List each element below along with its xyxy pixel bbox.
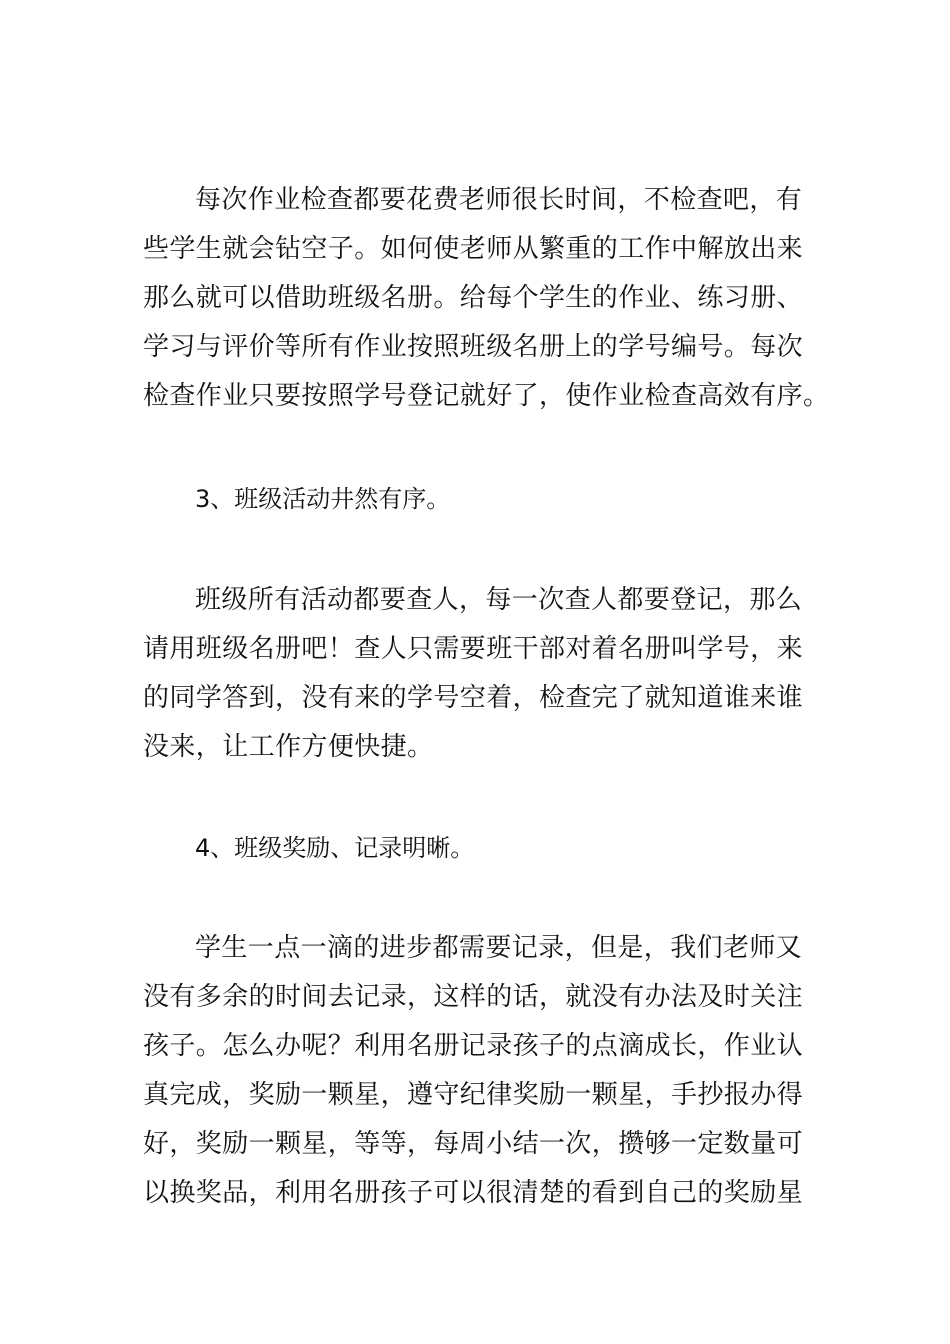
paragraph-line: 那么就可以借助班级名册。给每个学生的作业、练习册、 (143, 283, 804, 313)
paragraph-line: 没有多余的时间去记录，这样的话，就没有办法及时关注 (143, 982, 804, 1012)
paragraph-line: 班级所有活动都要查人，每一次查人都要登记，那么 (195, 585, 803, 615)
section-heading-4: 4、班级奖励、记录明晰。 (195, 834, 475, 862)
paragraph-line: 好，奖励一颗星，等等，每周小结一次，攒够一定数量可 (143, 1129, 804, 1159)
paragraph-class-rewards (143, 924, 813, 1218)
paragraph-line: 检查作业只要按照学号登记就好了，使作业检查高效有序。 (143, 381, 830, 411)
section-heading-3: 3、班级活动井然有序。 (195, 485, 451, 513)
paragraph-line: 学习与评价等所有作业按照班级名册上的学号编号。每次 (143, 332, 804, 362)
paragraph-line: 的同学答到，没有来的学号空着，检查完了就知道谁来谁 (143, 683, 804, 713)
paragraph-line: 以换奖品，利用名册孩子可以很清楚的看到自己的奖励星 (143, 1178, 804, 1208)
paragraph-homework-check (143, 176, 830, 421)
paragraph-line: 真完成，奖励一颗星，遵守纪律奖励一颗星，手抄报办得 (143, 1080, 804, 1110)
paragraph-line: 学生一点一滴的进步都需要记录，但是，我们老师又 (195, 933, 803, 963)
paragraph-line: 孩子。怎么办呢？利用名册记录孩子的点滴成长，作业认 (143, 1031, 804, 1061)
paragraph-line: 没来，让工作方便快捷。 (143, 732, 434, 762)
paragraph-line: 请用班级名册吧！查人只需要班干部对着名册叫学号，来 (143, 634, 804, 664)
paragraph-line: 些学生就会钻空子。如何使老师从繁重的工作中解放出来 (143, 234, 804, 264)
paragraph-line: 每次作业检查都要花费老师很长时间，不检查吧，有 (195, 185, 803, 215)
paragraph-class-activities (143, 576, 813, 772)
